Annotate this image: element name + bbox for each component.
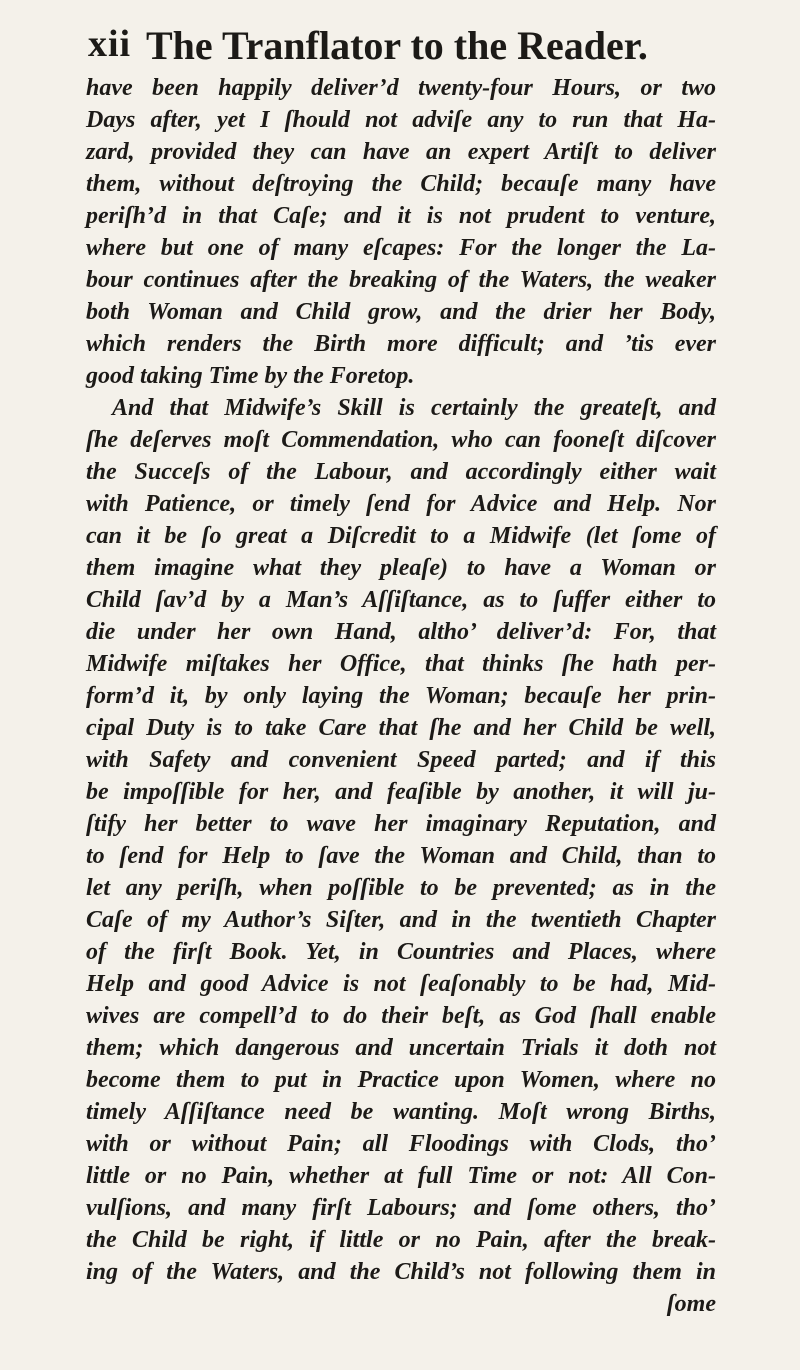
text-line: can it be ſo great a Diſcredit to a Midwife (let ſome of	[86, 523, 716, 549]
text-line: have been happily deliver’d twenty-four Hours, or two	[86, 75, 716, 101]
text-line: with or without Pain; all Floodings with Clods, tho’	[86, 1131, 716, 1157]
text-line: be impoſſible for her, and feaſible by another, it will ju-	[86, 779, 716, 805]
text-line: of the firſt Book. Yet, in Countries and Places, where	[86, 939, 716, 965]
text-line: Help and good Advice is not ſeaſonably to be had, Mid-	[86, 971, 716, 997]
text-line: wives are compell’d to do their beſt, as God ſhall enable	[86, 1003, 716, 1029]
text-line: die under her own Hand, altho’ deliver’d: For, that	[86, 619, 716, 645]
text-line: ſtify her better to wave her imaginary Reputation, and	[86, 811, 716, 837]
body-text	[86, 72, 716, 1320]
text-line: ing of the Waters, and the Child’s not following them in	[86, 1259, 716, 1285]
text-line: to ſend for Help to ſave the Woman and Child, than to	[86, 843, 716, 869]
page-number: xii	[88, 23, 132, 65]
text-line: Midwife miſtakes her Office, that thinks ſhe hath per-	[86, 651, 716, 677]
text-line: let any periſh, when poſſible to be prevented; as in the	[86, 875, 716, 901]
text-line: Caſe of my Author’s Siſter, and in the twentieth Chapter	[86, 907, 716, 933]
text-line: Days after, yet I ſhould not adviſe any to run that Ha-	[86, 107, 716, 133]
page-header	[88, 22, 700, 72]
text-line: good taking Time by the Foretop.	[86, 363, 415, 389]
text-line: timely Aſſiſtance need be wanting. Moſt wrong Births,	[86, 1099, 716, 1125]
text-line: the Succeſs of the Labour, and accordingly either wait	[86, 459, 716, 485]
text-line: vulſions, and many firſt Labours; and ſome others, tho’	[86, 1195, 716, 1221]
running-head: The Tranflator to the Reader.	[146, 23, 648, 68]
text-line: both Woman and Child grow, and the drier her Body,	[86, 299, 716, 325]
text-line: the Child be right, if little or no Pain, after the break-	[86, 1227, 716, 1253]
text-line: Child ſav’d by a Man’s Aſſiſtance, as to ſuffer either to	[86, 587, 716, 613]
text-line: form’d it, by only laying the Woman; becauſe her prin-	[86, 683, 716, 709]
text-line: with Safety and convenient Speed parted; and if this	[86, 747, 716, 773]
text-line: little or no Pain, whether at full Time or not: All Con-	[86, 1163, 716, 1189]
text-line: ſhe deſerves moſt Commendation, who can fooneſt diſcover	[86, 427, 716, 453]
text-line: which renders the Birth more difficult; and ’tis ever	[86, 331, 716, 357]
text-line: become them to put in Practice upon Women, where no	[86, 1067, 716, 1093]
text-line: with Patience, or timely ſend for Advice and Help. Nor	[86, 491, 716, 517]
paragraph-start-line: And that Midwife’s Skill is certainly the greateſt, and	[112, 395, 716, 421]
text-line: bour continues after the breaking of the Waters, the weaker	[86, 267, 716, 293]
catchword: ſome	[666, 1291, 716, 1317]
text-line: periſh’d in that Caſe; and it is not prudent to venture,	[86, 203, 716, 229]
text-line: them imagine what they pleaſe) to have a Woman or	[86, 555, 716, 581]
text-line: them, without deſtroying the Child; becauſe many have	[86, 171, 716, 197]
text-line: cipal Duty is to take Care that ſhe and her Child be well,	[86, 715, 716, 741]
text-line: zard, provided they can have an expert Artiſt to deliver	[86, 139, 716, 165]
text-line: where but one of many eſcapes: For the longer the La-	[86, 235, 716, 261]
text-line: them; which dangerous and uncertain Trials it doth not	[86, 1035, 716, 1061]
